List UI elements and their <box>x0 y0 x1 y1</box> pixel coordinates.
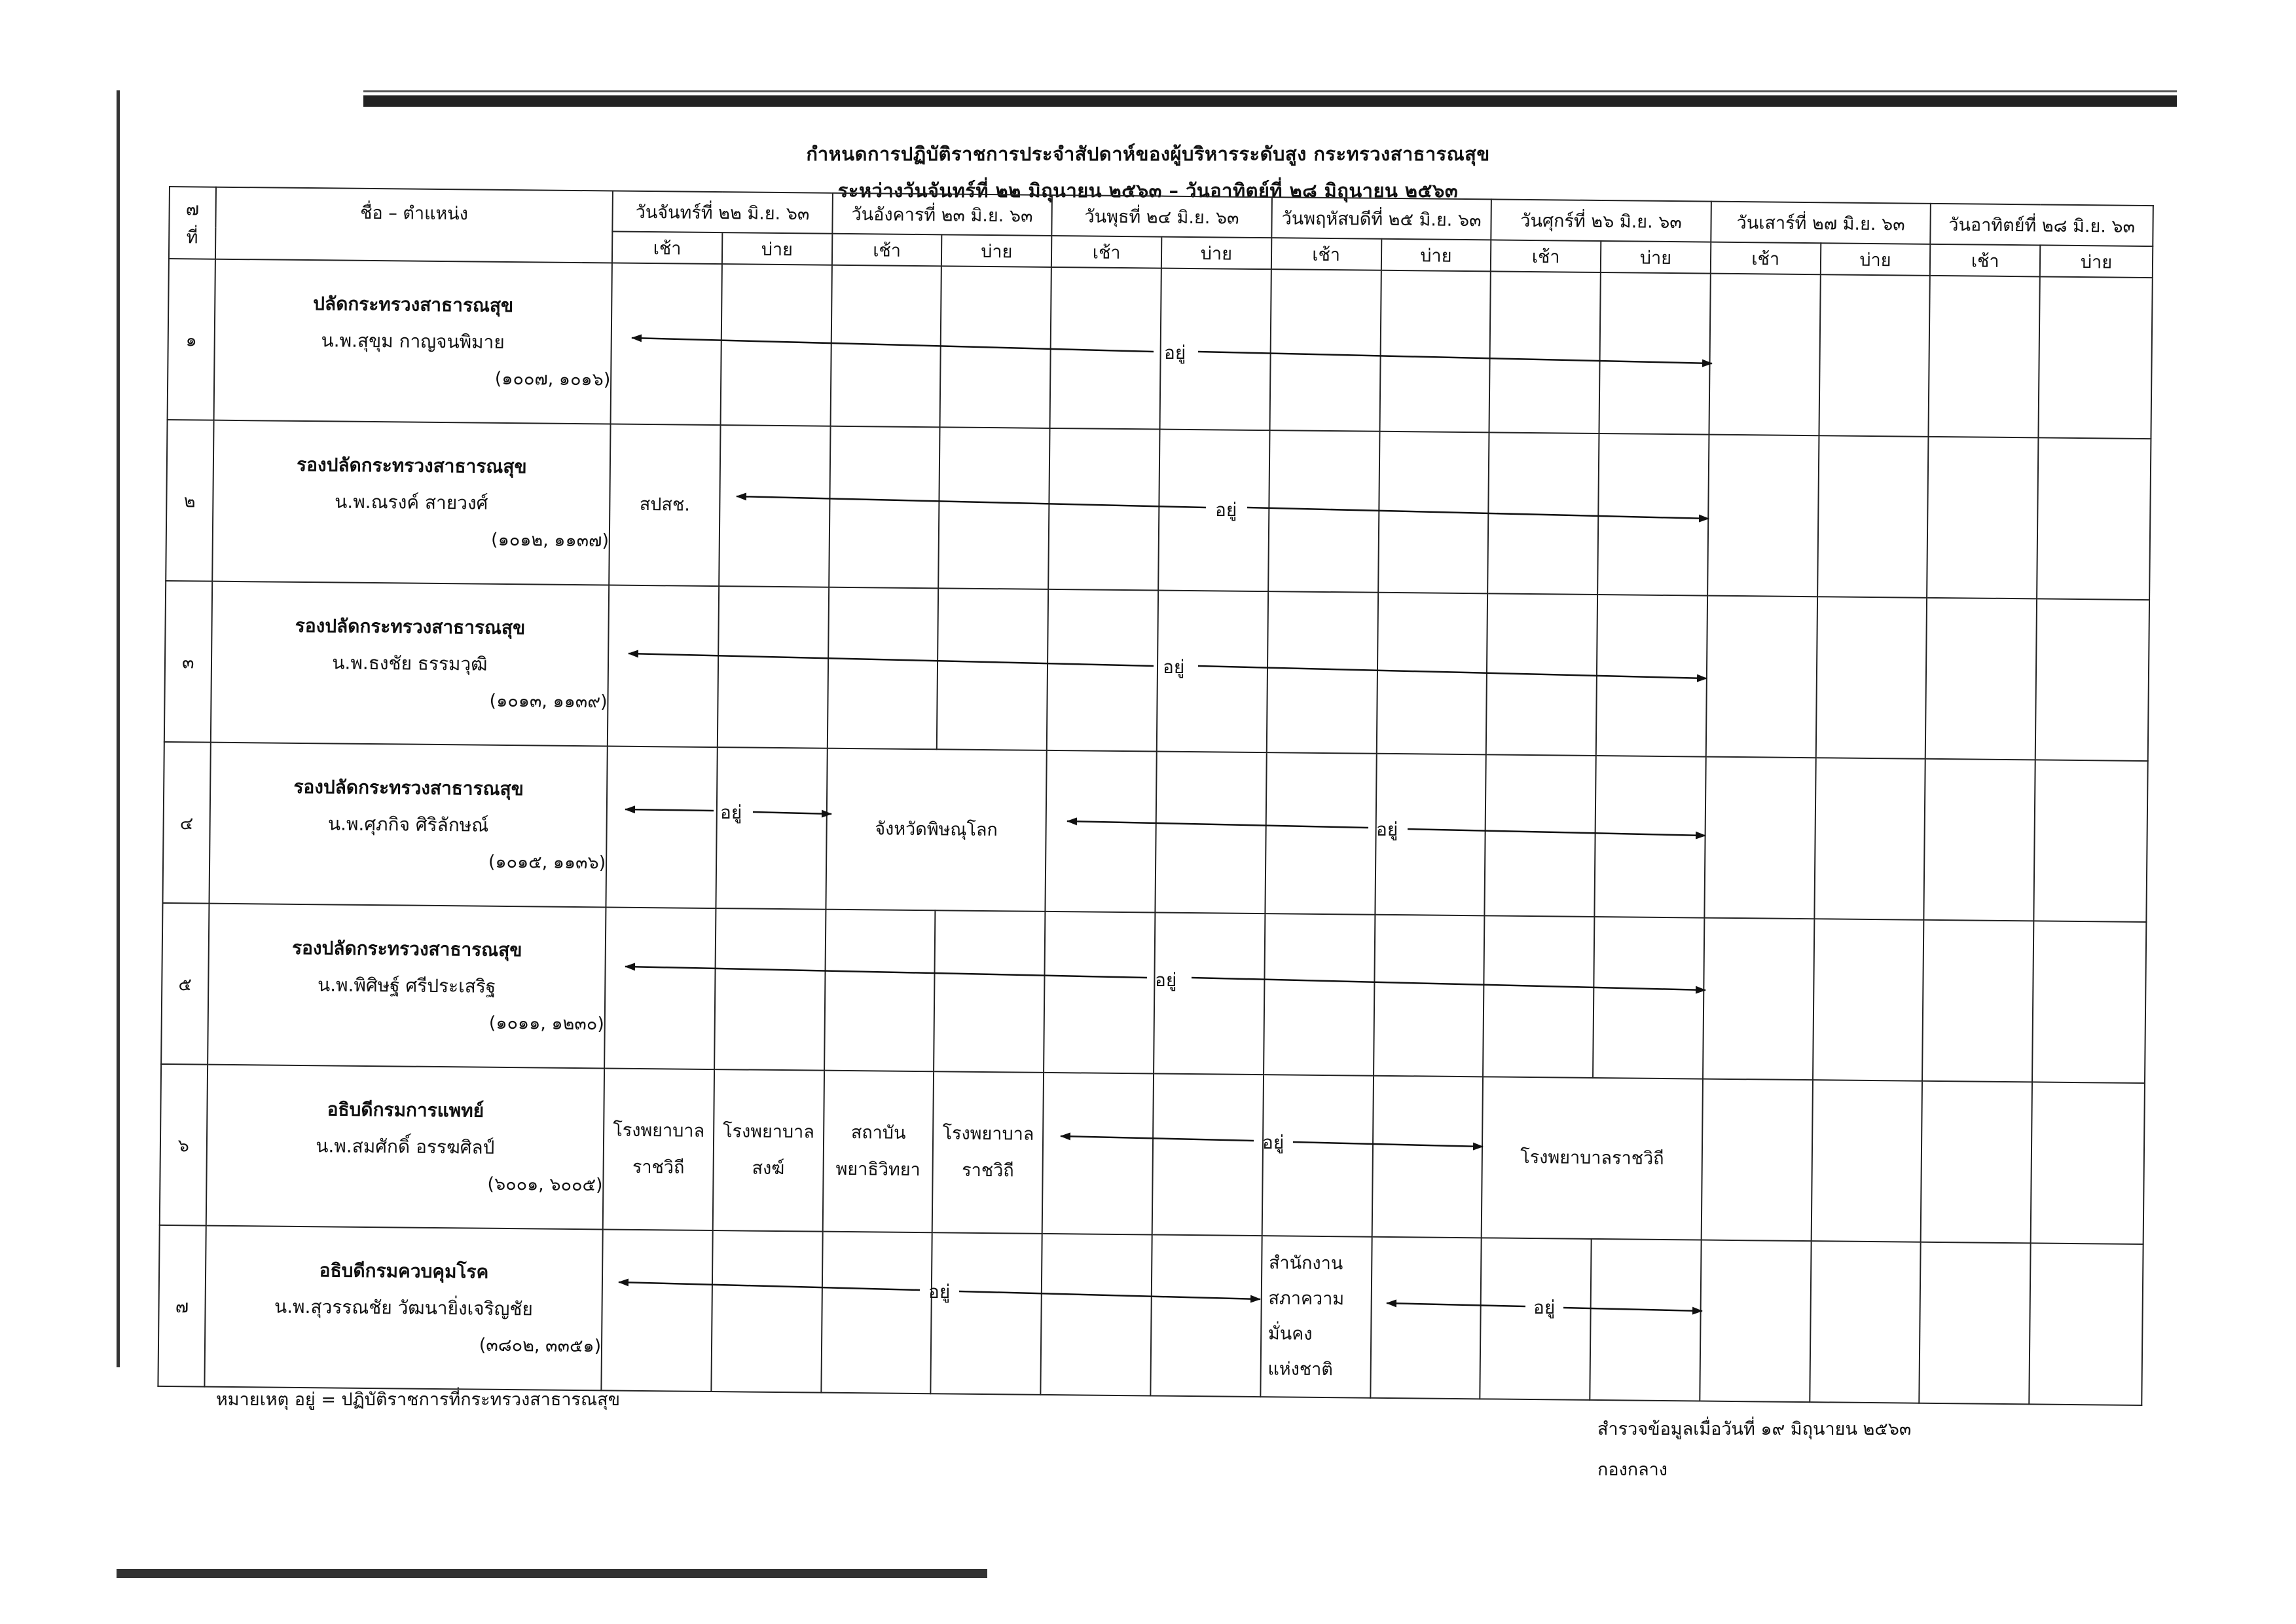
at-ministry-label: อยู่ <box>720 802 742 823</box>
at-ministry-label: อยู่ <box>1163 656 1185 678</box>
schedule-entry: โรงพยาบาล สงฆ์ <box>713 1069 824 1232</box>
schedule-entry: โรงพยาบาล ราชวิถี <box>932 1071 1044 1234</box>
position-title: รองปลัดกระทรวงสาธารณสุข <box>291 936 522 961</box>
document-title: กำหนดการปฏิบัติราชการประจำสัปดาห์ของผู้บริหารระดับสูง กระทรวงสาธารณสุข <box>806 143 1490 165</box>
header-day-mon: วันจันทร์ที่ ๒๒ มิ.ย. ๖๓ <box>612 191 832 234</box>
header-morning: เช้า <box>1271 238 1381 270</box>
schedule-entry: โรงพยาบาล ราชวิถี <box>603 1068 714 1230</box>
person-name: น.พ.ศุภกิจ ศิริลักษณ์ <box>327 813 489 836</box>
person-cell <box>209 743 608 908</box>
header-day-sat: วันเสาร์ที่ ๒๗ มิ.ย. ๖๓ <box>1711 202 1931 244</box>
schedule-table <box>157 186 2153 1406</box>
row-number: ๖ <box>160 1064 208 1226</box>
at-ministry-label: อยู่ <box>1164 342 1186 363</box>
header-morning: เช้า <box>1051 236 1161 268</box>
person-name: น.พ.ณรงค์ สายวงศ์ <box>335 490 488 514</box>
at-ministry-label: อยู่ <box>1533 1297 1556 1318</box>
person-name: น.พ.สุขุม กาญจนพิมาย <box>321 329 505 353</box>
header-no: ๗ ที่ <box>169 187 216 259</box>
phone-extension: (๖๐๐๑, ๖๐๐๕) <box>487 1173 603 1196</box>
person-cell <box>204 1226 603 1391</box>
person-name: น.พ.ธงชัย ธรรมวุฒิ <box>332 652 488 675</box>
position-title: รองปลัดกระทรวงสาธารณสุข <box>295 614 526 639</box>
person-cell <box>208 904 606 1069</box>
position-title: อธิบดีกรมการแพทย์ <box>327 1098 484 1122</box>
person-cell <box>213 259 612 424</box>
at-ministry-label: อยู่ <box>1262 1132 1285 1153</box>
table-row <box>168 259 2153 439</box>
header-day-tue: วันอังคารที่ ๒๓ มิ.ย. ๖๓ <box>832 193 1052 236</box>
table-row <box>161 903 2146 1083</box>
header-morning: เช้า <box>1711 242 1821 275</box>
schedule-entry: โรงพยาบาลราชวิถี <box>1482 1077 1703 1240</box>
at-ministry-label: อยู่ <box>928 1281 951 1302</box>
at-ministry-label: อยู่ <box>1215 499 1237 521</box>
person-name: น.พ.สุวรรณชัย วัฒนายิ่งเจริญชัย <box>274 1295 534 1320</box>
header-afternoon: บ่าย <box>722 232 832 265</box>
footnote: หมายเหตุ อยู่ = ปฏิบัติราชการที่กระทรวงสาธารณสุข <box>216 1390 621 1410</box>
person-cell <box>212 420 611 585</box>
header-afternoon: บ่าย <box>941 234 1051 267</box>
person-cell <box>211 581 610 747</box>
header-morning: เช้า <box>1930 244 2040 277</box>
header-day-thu: วันพฤหัสบดีที่ ๒๕ มิ.ย. ๖๓ <box>1271 197 1491 240</box>
header-afternoon: บ่าย <box>1161 237 1271 270</box>
header-name-position: ชื่อ – ตำแหน่ง <box>215 187 613 263</box>
header-morning: เช้า <box>832 234 942 267</box>
header-morning: เช้า <box>1491 240 1601 272</box>
schedule-entry: สปสช. <box>609 424 720 586</box>
header-afternoon: บ่าย <box>2040 245 2153 278</box>
department-name: กองกลาง <box>1597 1460 1667 1480</box>
position-title: รองปลัดกระทรวงสาธารณสุข <box>293 775 524 800</box>
at-ministry-label: อยู่ <box>1376 819 1398 840</box>
header-afternoon: บ่าย <box>1381 239 1491 272</box>
table-row <box>160 1064 2145 1244</box>
scan-border-top <box>363 90 2177 107</box>
header-day-fri: วันศุกร์ที่ ๒๖ มิ.ย. ๖๓ <box>1491 199 1711 242</box>
header-afternoon: บ่าย <box>1601 241 1711 274</box>
row-number: ๗ <box>158 1225 206 1387</box>
person-cell <box>206 1065 604 1230</box>
header-morning: เช้า <box>612 232 722 265</box>
position-title: อธิบดีกรมควบคุมโรค <box>319 1259 489 1283</box>
schedule-entry: สำนักงาน สภาความ มั่นคง แห่งชาติ <box>1260 1236 1372 1398</box>
header-day-sun: วันอาทิตย์ที่ ๒๘ มิ.ย. ๖๓ <box>1931 204 2153 246</box>
phone-extension: (๑๐๑๒, ๑๑๓๗) <box>490 529 610 551</box>
scan-border-bottom <box>117 1569 987 1578</box>
header-day-wed: วันพุธที่ ๒๔ มิ.ย. ๖๓ <box>1052 195 1272 238</box>
position-title: ปลัดกระทรวงสาธารณสุข <box>313 293 514 317</box>
table-row <box>162 742 2147 922</box>
table-row <box>158 1225 2143 1405</box>
phone-extension: (๑๐๑๑, ๑๒๓๐) <box>488 1012 605 1035</box>
row-number: ๔ <box>162 742 210 904</box>
schedule-entry: สถาบัน พยาธิวิทยา <box>822 1071 934 1233</box>
document-subtitle: ระหว่างวันจันทร์ที่ ๒๒ มิถุนายน ๒๕๖๓ – วันอาทิตย์ที่ ๒๘ มิถุนายน ๒๕๖๓ <box>837 179 1459 202</box>
row-number: ๓ <box>164 581 212 743</box>
scan-border-left <box>117 90 120 1367</box>
person-name: น.พ.พิศิษฐ์ ศรีประเสริฐ <box>317 974 496 997</box>
at-ministry-label: อยู่ <box>1155 969 1177 991</box>
phone-extension: (๓๘๐๒, ๓๓๕๑) <box>479 1335 602 1357</box>
phone-extension: (๑๐๐๗, ๑๐๑๖) <box>494 368 611 390</box>
row-number: ๑ <box>168 259 215 420</box>
row-number: ๕ <box>161 903 209 1065</box>
table-row <box>166 420 2151 600</box>
phone-extension: (๑๐๑๕, ๑๑๓๖) <box>488 851 606 874</box>
schedule-entry: จังหวัดพิษณุโลก <box>826 748 1047 912</box>
survey-date: สำรวจข้อมูลเมื่อวันที่ ๑๙ มิถุนายน ๒๕๖๓ <box>1597 1419 1912 1439</box>
person-name: น.พ.สมศักดิ์ อรรฆศิลป์ <box>316 1135 495 1158</box>
phone-extension: (๑๐๑๓, ๑๑๓๙) <box>489 690 608 712</box>
position-title: รองปลัดกระทรวงสาธารณสุข <box>296 453 527 478</box>
row-number: ๒ <box>166 420 213 581</box>
header-afternoon: บ่าย <box>1820 243 1930 276</box>
table-row <box>164 581 2149 761</box>
